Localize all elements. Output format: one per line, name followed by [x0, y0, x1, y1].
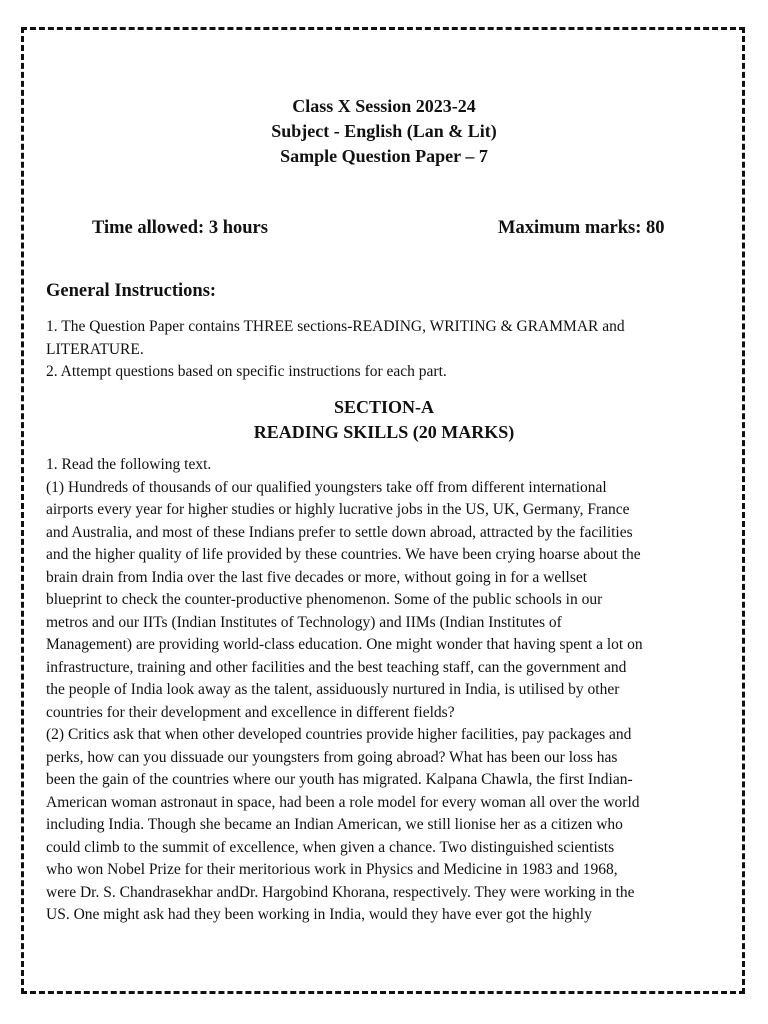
instruction-line: LITERATURE. [46, 340, 144, 358]
passage-line: (1) Hundreds of thousands of our qualified youngsters take off from different international [46, 478, 607, 496]
passage-line: American woman astronaut in space, had been a role model for every woman all over the world [46, 793, 640, 811]
paper-header [0, 94, 768, 169]
time-allowed: Time allowed: 3 hours [92, 218, 268, 238]
passage-line: perks, how can you dissuade our youngsters from going abroad? What has been our loss has [46, 748, 618, 766]
section-subtitle: READING SKILLS (20 MARKS) [253, 422, 515, 442]
passage-line: countries for their development and excellence in different fields? [46, 703, 455, 721]
passage-line: were Dr. S. Chandrasekhar andDr. Hargobind Khorana, respectively. They were working in the [46, 883, 635, 901]
passage-line: and Australia, and most of these Indians prefer to settle down abroad, attracted by the facilities [46, 523, 633, 541]
section-heading [0, 395, 768, 445]
passage-line: brain drain from India over the last five decades or more, without going in for a wellset [46, 568, 588, 586]
paper-title: Sample Question Paper – 7 [280, 146, 488, 166]
passage-line: the people of India look away as the talent, assiduously nurtured in India, is utilised by other [46, 681, 620, 698]
subject-title: Subject - English (Lan & Lit) [271, 121, 497, 141]
maximum-marks: Maximum marks: 80 [498, 218, 665, 238]
general-instructions-heading: General Instructions: [46, 281, 217, 301]
passage-line: could climb to the summit of excellence, when given a chance. Two distinguished scientists [46, 838, 615, 856]
reading-passage [46, 454, 736, 927]
passage-line: who won Nobel Prize for their meritorious work in Physics and Medicine in 1983 and 1968, [46, 861, 618, 878]
passage-line: 1. Read the following text. [46, 456, 212, 473]
passage-line: metros and our IITs (Indian Institutes of Technology) and IIMs (Indian Institutes of [46, 613, 562, 631]
instruction-line: 1. The Question Paper contains THREE sections-READING, WRITING & GRAMMAR and [46, 318, 625, 335]
passage-line: including India. Though she became an Indian American, we still lionise her as a citizen who [46, 816, 623, 833]
passage-line: been the gain of the countries where our youth has migrated. Kalpana Chawla, the first Indian- [46, 771, 633, 788]
instruction-line: 2. Attempt questions based on specific instructions for each part. [46, 363, 447, 380]
section-title: SECTION-A [333, 397, 435, 417]
passage-line: Management) are providing world-class education. One might wonder that having spent a lot on [46, 636, 643, 653]
passage-line: US. One might ask had they been working in India, would they have ever got the highly [46, 906, 592, 923]
passage-line: and the higher quality of life provided by these countries. We have been crying hoarse about the [46, 546, 641, 563]
session-title: Class X Session 2023-24 [292, 96, 476, 116]
instructions-list [46, 316, 736, 384]
passage-line: infrastructure, training and other facilities and the best teaching staff, can the government and [46, 658, 627, 676]
passage-line: blueprint to check the counter-productive phenomenon. Some of the public schools in our [46, 591, 603, 608]
passage-line: (2) Critics ask that when other developed countries provide higher facilities, pay packages and [46, 726, 632, 743]
passage-line: airports every year for higher studies or highly lucrative jobs in the US, UK, Germany, France [46, 501, 630, 518]
